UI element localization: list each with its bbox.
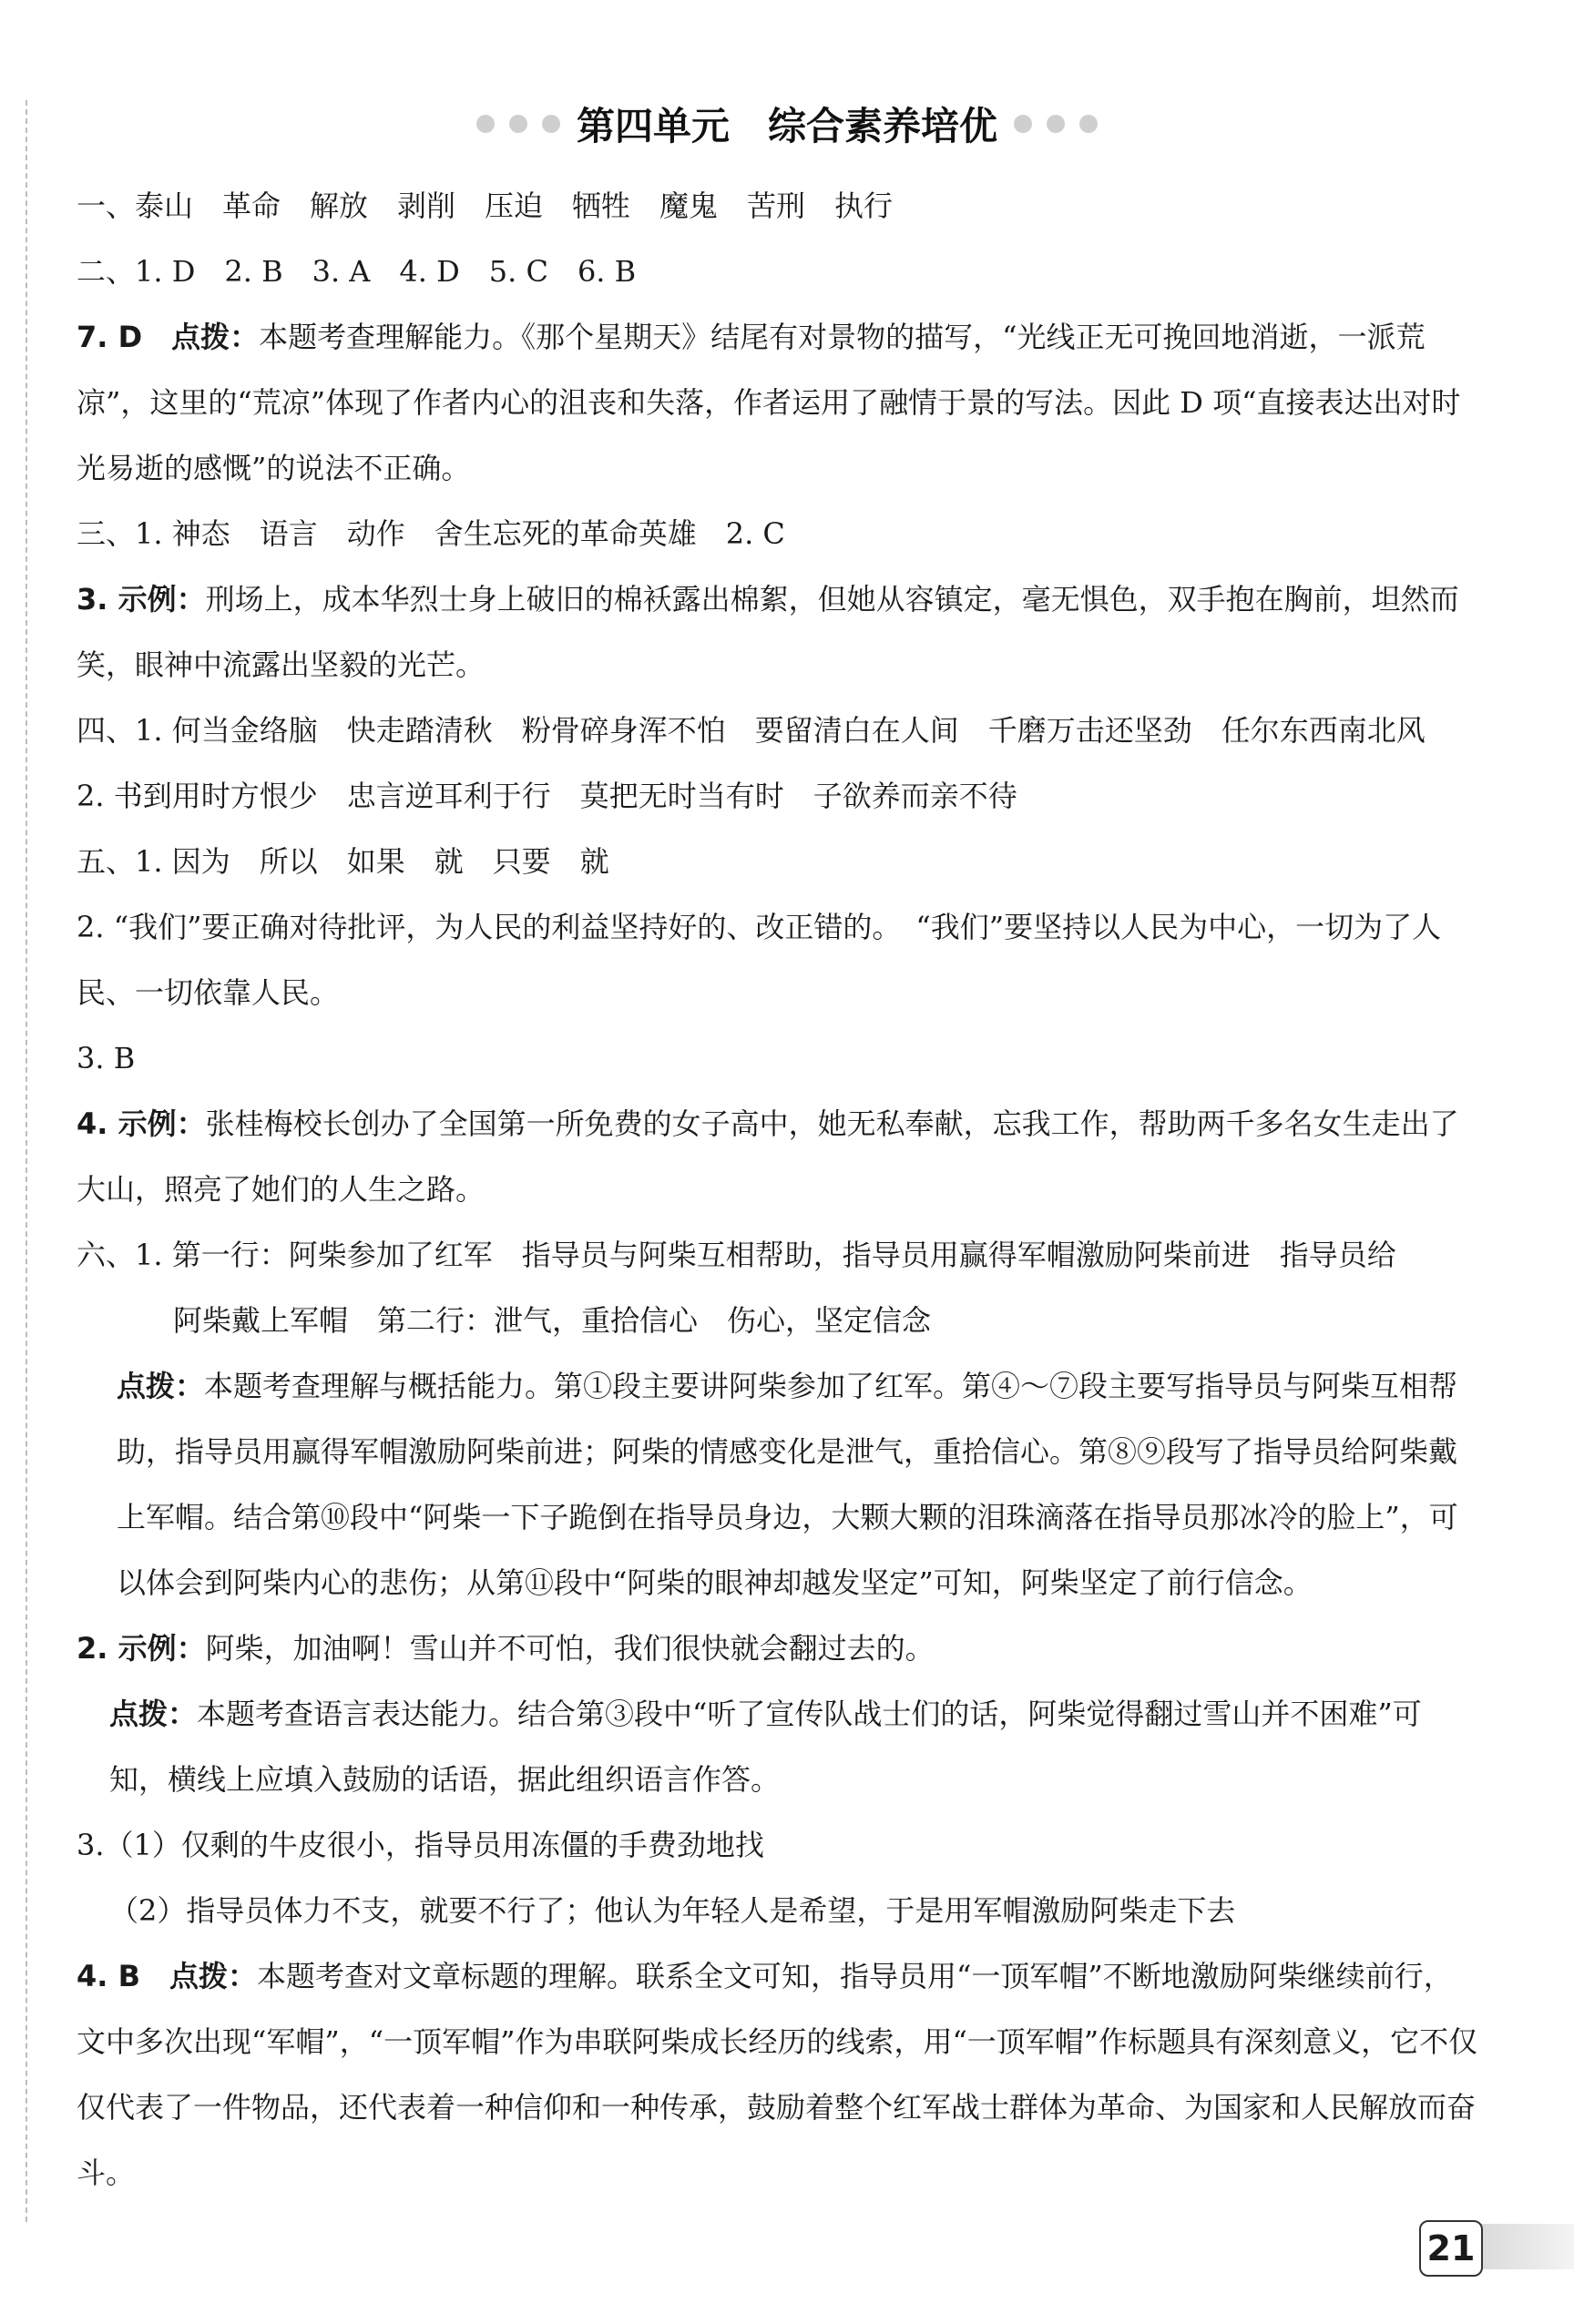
example-label: 4. 示例： xyxy=(77,1106,206,1141)
example-label: 3. 示例： xyxy=(77,582,206,617)
answer-line-1: 第一行：阿柴参加了红军 指导员与阿柴互相帮助，指导员用赢得军帽激励阿柴前进 指导员给 xyxy=(171,1238,1396,1272)
page-title: 第四单元 综合素养培优 xyxy=(576,104,997,148)
tip-label: 点拨： xyxy=(109,1697,198,1731)
section-5-q3-answer: 3. B xyxy=(77,1041,136,1075)
section-6-q1-tip xyxy=(77,1353,1479,1616)
unit-header xyxy=(0,91,1574,157)
section-6-label: 六、1. xyxy=(77,1238,172,1272)
section-4-q2-answer: 2. 书到用时方恨少 忠言逆耳利于行 莫把无时当有时 子欲养而亲不待 xyxy=(77,779,1017,813)
dot xyxy=(1014,115,1032,133)
section-6-q4-answer xyxy=(77,1943,1479,2206)
section-6-q2-answer xyxy=(77,1616,1479,1681)
section-6-q2-tip xyxy=(77,1681,1479,1812)
page-number: 21 xyxy=(1419,2220,1483,2277)
answer-content xyxy=(77,173,1479,2206)
section-6-q3-part2: （2）指导员体力不支，就要不行了；他认为年轻人是希望，于是用军帽激励阿柴走下去 xyxy=(109,1893,1236,1928)
example-text: 刑场上，成本华烈士身上破旧的棉袄露出棉絮，但她从容镇定，毫无惧色，双手抱在胸前，坦然而笑，眼神中流露出坚毅的光芒。 xyxy=(77,582,1459,682)
tip-label: 点拨： xyxy=(117,1369,205,1403)
section-6-q1-answer xyxy=(77,1222,1479,1288)
dot xyxy=(509,115,527,133)
left-dots-decoration xyxy=(476,115,560,133)
section-4-answer: 四、1. 何当金络脑 快走踏清秋 粉骨碎身浑不怕 要留清白在人间 千磨万击还坚劲 任尔东西南北风 xyxy=(77,713,1426,748)
dot xyxy=(1079,115,1098,133)
example-text: 阿柴，加油啊！雪山并不可怕，我们很快就会翻过去的。 xyxy=(205,1631,935,1666)
right-dots-decoration xyxy=(1014,115,1098,133)
example-label: 2. 示例： xyxy=(77,1631,206,1666)
section-6-q1-answer-cont: 阿柴戴上军帽 第二行：泄气，重拾信心 伤心，坚定信念 xyxy=(173,1303,932,1338)
section-1-answer: 一、泰山 革命 解放 剥削 压迫 牺牲 魔鬼 苦刑 执行 xyxy=(77,189,894,223)
tip-text: 本题考查语言表达能力。结合第③段中“听了宣传队战士们的话，阿柴觉得翻过雪山并不困难”可知，横线上应填入鼓励的话语，据此组织语言作答。 xyxy=(109,1697,1422,1797)
section-3-q3-answer xyxy=(77,566,1479,698)
dot xyxy=(542,115,560,133)
dot xyxy=(1047,115,1065,133)
page-tab-decoration xyxy=(1474,2224,1574,2269)
tip-label: 7. D 点拨： xyxy=(77,320,260,354)
tip-label: 4. B 点拨： xyxy=(77,1959,257,1993)
section-6-q3-part1: 3.（1）仅剩的牛皮很小，指导员用冻僵的手费劲地找 xyxy=(77,1828,764,1862)
section-3-answer: 三、1. 神态 语言 动作 舍生忘死的革命英雄 2. C xyxy=(77,516,785,551)
section-5-q2-answer: 2. “我们”要正确对待批评，为人民的利益坚持好的、改正错的。 “我们”要坚持以人民为中心，一切为了人民、一切依靠人民。 xyxy=(77,910,1442,1010)
dot xyxy=(476,115,495,133)
tip-text: 本题考查理解与概括能力。第①段主要讲阿柴参加了红军。第④～⑦段主要写指导员与阿柴互相帮助，指导员用赢得军帽激励阿柴前进；阿柴的情感变化是泄气，重拾信心。第⑧⑨段写了指导员给阿柴戴上军帽。结合第⑩段中“阿柴一下子跪倒在指导员身边，大颗大颗的泪珠滴落在指导员那冰冷的脸上”，可以体会到阿柴内心的悲伤；从第⑪段中“阿柴的眼神却越发坚定”可知，阿柴坚定了前行信念。 xyxy=(117,1369,1458,1600)
tip-text: 本题考查理解能力。《那个星期天》结尾有对景物的描写，“光线正无可挽回地消逝，一派荒凉”，这里的“荒凉”体现了作者内心的沮丧和失落，作者运用了融情于景的写法。因此 D 项“直接表达出对时光易逝的感慨”的说法不正确。 xyxy=(77,320,1461,485)
tip-text: 本题考查对文章标题的理解。联系全文可知，指导员用“一顶军帽”不断地激励阿柴继续前行，文中多次出现“军帽”，“一顶军帽”作为串联阿柴成长经历的线索，用“一顶军帽”作标题具有深刻意义，它不仅仅代表了一件物品，还代表着一种信仰和一种传承，鼓励着整个红军战士群体为革命、为国家和人民解放而奋斗。 xyxy=(77,1959,1478,2190)
margin-divider xyxy=(26,100,27,2222)
section-5-q4-answer xyxy=(77,1091,1479,1222)
section-5-answer: 五、1. 因为 所以 如果 就 只要 就 xyxy=(77,844,609,879)
question-7-answer xyxy=(77,304,1479,501)
section-2-answer: 二、1. D 2. B 3. A 4. D 5. C 6. B xyxy=(77,254,637,289)
example-text: 张桂梅校长创办了全国第一所免费的女子高中，她无私奉献，忘我工作，帮助两千多名女生走出了大山，照亮了她们的人生之路。 xyxy=(77,1106,1459,1207)
